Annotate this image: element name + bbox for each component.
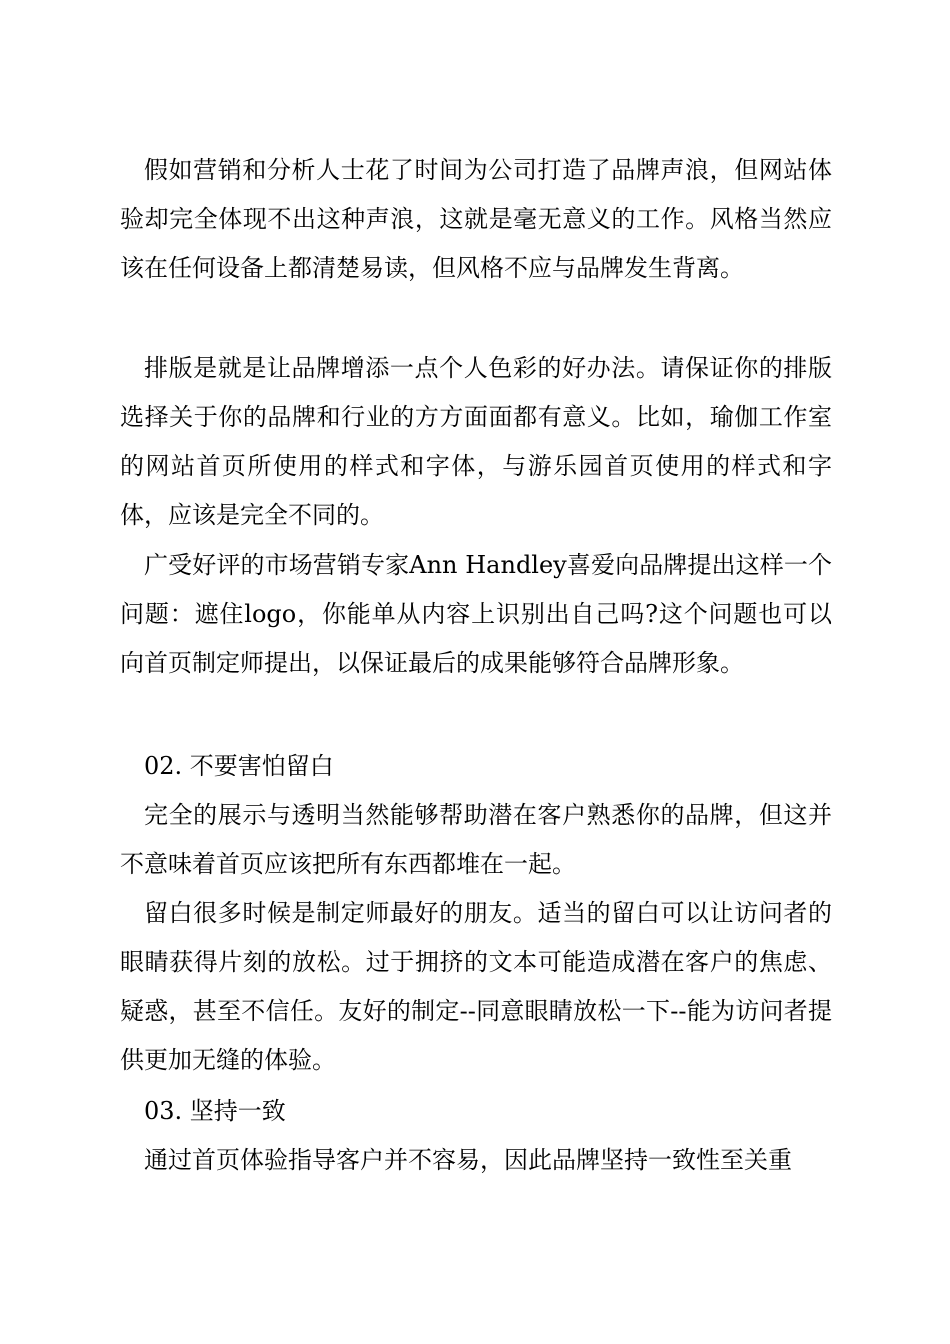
paragraph-ann-handley: 广受好评的市场营销专家Ann Handley喜爱向品牌提出这样一个问题：遮住logo，你能单从内容上识别出自己吗?这个问题也可以向首页制定师提出，以保证最后的成果能够符合品牌形象。 xyxy=(120,551,832,677)
heading-03: 03. 坚持一致 xyxy=(144,1097,286,1125)
heading-02: 02. 不要害怕留白 xyxy=(144,752,334,780)
paragraph-consistency: 通过首页体验指导客户并不容易，因此品牌坚持一致性至关重 xyxy=(144,1146,792,1174)
paragraph-whitespace: 留白很多时候是制定师最好的朋友。适当的留白可以让访问者的眼睛获得片刻的放松。过于拥挤的文本可能造成潜在客户的焦虑、疑惑，甚至不信任。友好的制定--同意眼睛放松一下--能为访问者提供更加无缝的体验。 xyxy=(120,899,832,1074)
paragraph-brand-voice: 假如营销和分析人士花了时间为公司打造了品牌声浪，但网站体验却完全体现不出这种声浪，这就是毫无意义的工作。风格当然应该在任何设备上都清楚易读，但风格不应与品牌发生背离。 xyxy=(120,156,832,282)
paragraph-transparency: 完全的展示与透明当然能够帮助潜在客户熟悉你的品牌，但这并不意味着首页应该把所有东西都堆在一起。 xyxy=(120,801,832,878)
paragraph-typography: 排版是就是让品牌增添一点个人色彩的好办法。请保证你的排版选择关于你的品牌和行业的方方面面都有意义。比如，瑜伽工作室的网站首页所使用的样式和字体，与游乐园首页使用的样式和字体，应该是完全不同的。 xyxy=(120,354,832,529)
